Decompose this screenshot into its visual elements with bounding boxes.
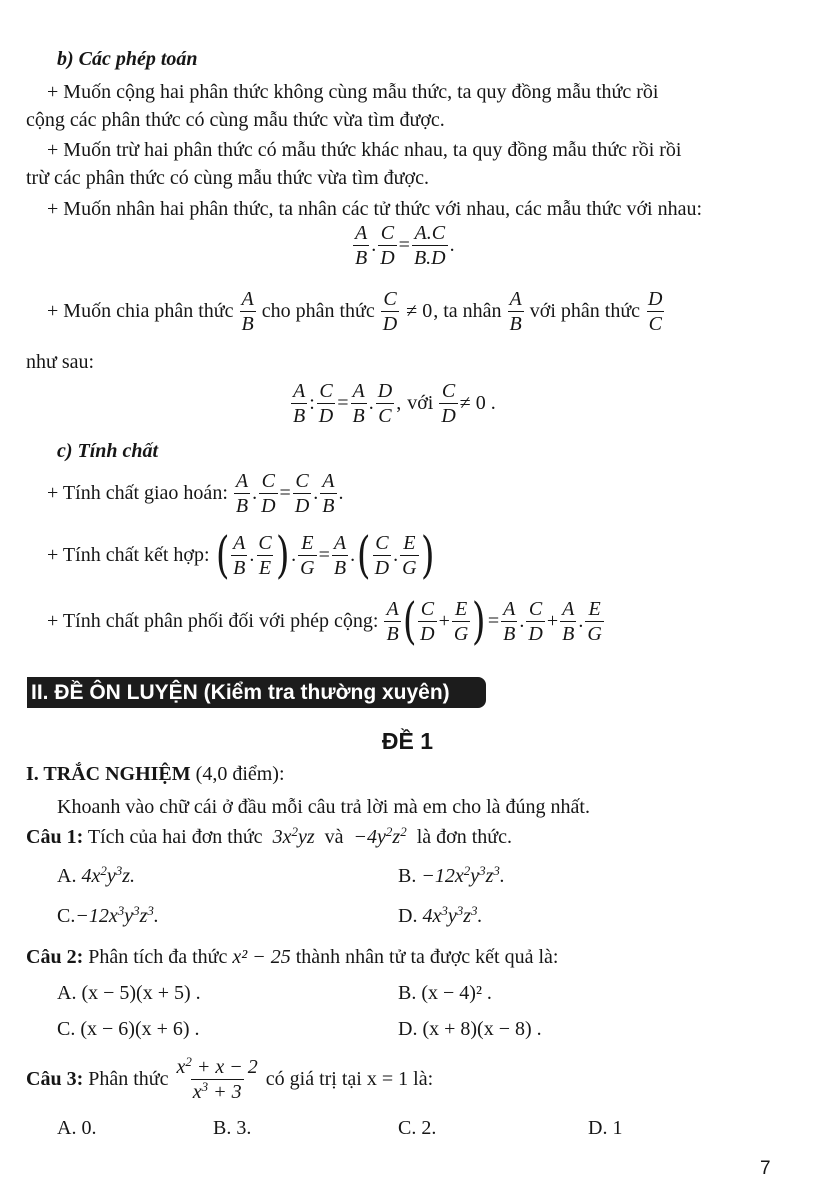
part1-instruction: Khoanh vào chữ cái ở đầu mỗi câu trả lời mà em cho là đúng nhất. (57, 796, 590, 818)
add-rule-line2: cộng các phân thức có cùng mẫu thức vừa tìm được. (26, 109, 445, 131)
distributive-row: + Tính chất phân phối đối với phép cộng: $\frac{A}{B}$ ( $\frac{C}{D}$ + $\frac{E}{G}$ ) = $\frac{A}{B}$ . $\frac{C}{D}$ + $\frac{A}{B}$ . $\frac{E}{G}$ (47, 592, 602, 650)
part1-title: I. TRẮC NGHIỆM (26, 763, 191, 785)
commutative-label: + Tính chất giao hoán: (47, 482, 228, 504)
div-rule: + Muốn chia phân thức $\frac{A}{B}$ cho phân thức $\frac{C}{D}$ ≠ 0 , ta nhân $\frac{A}{B}$ với phân thức $\frac{D}{C}$ (47, 288, 663, 335)
section-banner: II. ĐỀ ÔN LUYỆN (Kiểm tra thường xuyên) (27, 677, 486, 708)
q3-label: Câu 3: (26, 1068, 84, 1090)
with-word: với (407, 392, 434, 414)
q2-text: Phân tích đa thức (88, 946, 228, 968)
q3-end: có giá trị tại x = 1 là: (265, 1068, 434, 1090)
q3-option-a[interactable]: A. 0. (57, 1117, 97, 1139)
q3-option-d[interactable]: D. 1 (588, 1117, 623, 1139)
q3-option-b[interactable]: B. 3. (213, 1117, 252, 1139)
q1-option-b[interactable]: B. $-12x^2y^3z^3$. (398, 863, 505, 887)
mul-rule: + Muốn nhân hai phân thức, ta nhân các tử thức với nhau, các mẫu thức với nhau: (47, 198, 703, 220)
q2-end: thành nhân tử ta được kết quả là: (295, 946, 559, 968)
q1-option-c[interactable]: $C.-12x^3y^3z^3$. (57, 903, 159, 927)
q3-text: Phân thức (88, 1068, 169, 1090)
q2-option-d[interactable]: D. (x + 8)(x − 8) . (398, 1018, 542, 1040)
division-formula: $\frac{A}{B}$ : $\frac{C}{D}$ = $\frac{A}{B}$ . $\frac{D}{C}$ , với $\frac{C}{D}$ ≠ 0 . (293, 380, 496, 427)
properties-heading: c) Tính chất (57, 440, 159, 462)
q1-and: và (324, 826, 344, 848)
exam-title: ĐỀ 1 (381, 728, 434, 754)
distributive-label: + Tính chất phân phối đối với phép cộng: (47, 609, 379, 632)
div-mid2-text: , ta nhân (433, 300, 502, 322)
q1-text: Tích của hai đơn thức (87, 826, 263, 848)
q1-option-d-letter: D. (398, 905, 418, 927)
add-rule-line1: + Muốn cộng hai phân thức không cùng mẫu thức, ta quy đồng mẫu thức rồi (47, 81, 659, 103)
multiplication-formula: $\frac{A}{B}$ . $\frac{C}{D}$ = $\frac{A.C}{B.D}$ . (355, 222, 455, 269)
part1-points: (4,0 điểm): (195, 763, 285, 785)
associative-row: + Tính chất kết hợp: ( $\frac{A}{B}$ . $\frac{C}{E}$ ) . $\frac{E}{G}$ = $\frac{A}{B}$ . ( $\frac{C}{D}$ . $\frac{E}{G}$ ) (47, 526, 435, 584)
question-2 (26, 946, 558, 969)
q1-option-a[interactable]: A. $4x^2y^3z$. (57, 863, 136, 887)
page-number: 7 (760, 1158, 771, 1179)
q1-option-a-letter: A. (57, 865, 77, 887)
question-1: Câu 1: Tích của hai đơn thức $3x^2yz$ và $-4y^2z^2$ là đơn thức. (26, 824, 512, 848)
q1-option-d[interactable]: D. $4x^3y^3z^3$. (398, 903, 483, 927)
div-rule-cont: như sau: (26, 351, 95, 373)
q2-expr: x² − 25 (232, 946, 291, 968)
sub-rule-line2: trừ các phân thức có cùng mẫu thức vừa tìm được. (26, 167, 429, 189)
operations-heading: b) Các phép toán (57, 48, 198, 70)
sub-rule-line1: + Muốn trừ hai phân thức có mẫu thức khác nhau, ta quy đồng mẫu thức rồi rồi (47, 139, 682, 161)
q2-option-a[interactable]: A. (x − 5)(x + 5) . (57, 982, 201, 1004)
q1-end: là đơn thức. (416, 826, 512, 848)
commutative-row: + Tính chất giao hoán: $\frac{A}{B}$ . $\frac{C}{D}$ = $\frac{C}{D}$ . $\frac{A}{B}$ . (47, 470, 344, 517)
q2-label: Câu 2: (26, 946, 84, 968)
q2-option-c[interactable]: C. (x − 6)(x + 6) . (57, 1018, 200, 1040)
associative-label: + Tính chất kết hợp: (47, 543, 210, 566)
q3-option-c[interactable]: C. 2. (398, 1117, 437, 1139)
div-mid3-text: với phân thức (529, 300, 641, 322)
q1-option-c-letter: C. (57, 905, 76, 927)
q2-option-b[interactable]: B. (x − 4)² . (398, 982, 492, 1004)
div-mid1-text: cho phân thức (261, 300, 375, 322)
part1-heading (26, 763, 285, 786)
div-intro-text: + Muốn chia phân thức (47, 300, 234, 322)
q1-option-b-letter: B. (398, 865, 417, 887)
q1-label: Câu 1: (26, 826, 84, 848)
question-3: Câu 3: Phân thức $\frac{x^2 + x - 2}{x^3 + 3}$ có giá trị tại x = 1 là: (26, 1054, 434, 1103)
